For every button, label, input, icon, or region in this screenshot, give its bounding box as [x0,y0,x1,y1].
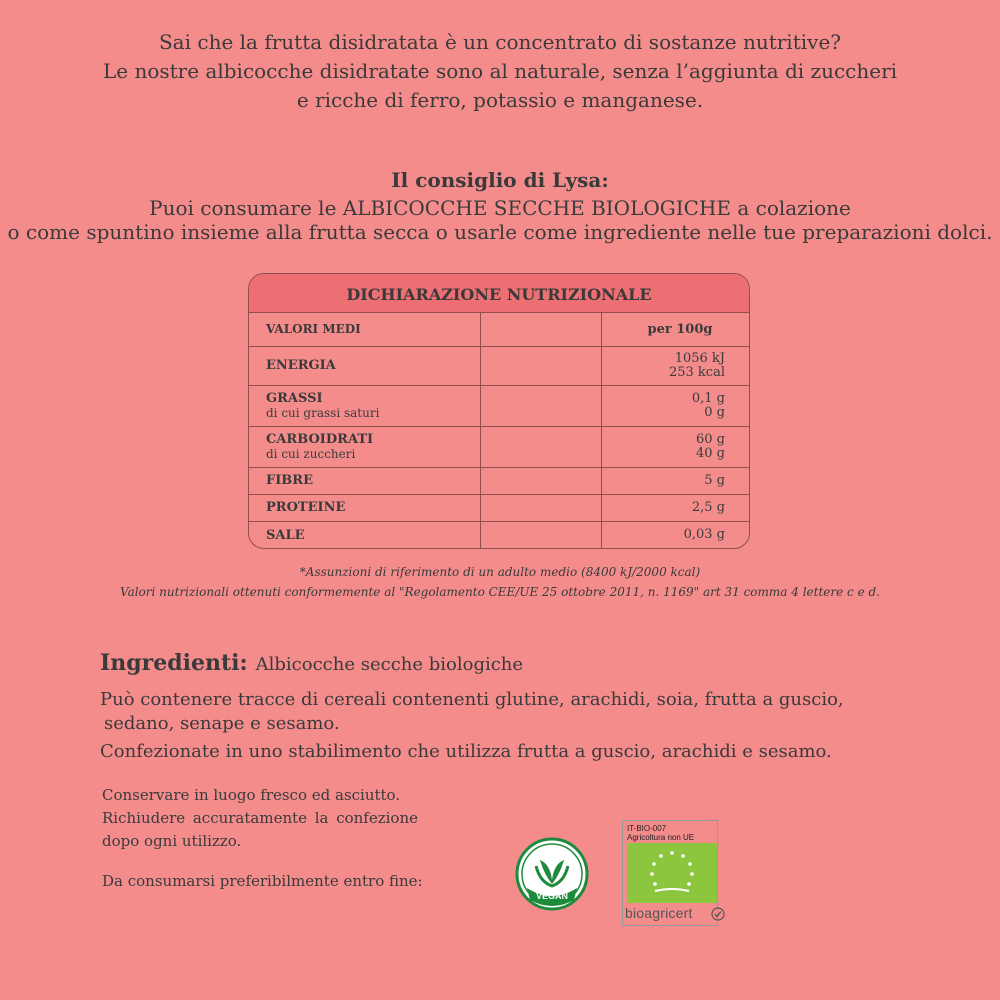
row-label-cell [249,385,481,426]
row-value-cell [602,467,750,494]
row-value: 1056 kJ [674,350,725,366]
tip-title: Il consiglio di Lysa: [391,168,609,192]
empty-cell [481,426,602,467]
row-value: 0 g [704,404,725,420]
row-label: SALE [266,527,305,543]
facility-note: Confezionate in uno stabilimento che utilizza frutta a guscio, arachidi e sesamo. [100,741,832,762]
table-row [249,494,749,521]
empty-cell [481,313,602,346]
row-value-cell [602,521,750,549]
row-value-cell [602,494,750,521]
ingredients [100,650,523,676]
tip-line: o come spuntino insieme alla frutta secca o usarle come ingrediente nelle tue preparazioni dolci. [7,220,993,244]
ingredients-value: Albicocche secche biologiche [255,654,524,675]
row-value-cell [602,426,750,467]
organic-brand: bioagricert [625,905,693,921]
organic-code [627,824,694,842]
allergen-line: Può contenere tracce di cereali contenenti glutine, arachidi, soia, frutta a guscio, [100,689,844,710]
row-value: 253 kcal [668,364,725,380]
storage-line: Richiudere accuratamente la confezione [102,809,418,827]
table-row [249,467,749,494]
organic-origin: Agricoltura non UE [627,833,695,842]
table-row [249,385,749,426]
row-value: 0,1 g [691,390,725,406]
intro-text [0,28,1000,115]
footnote-regulation: Valori nutrizionali ottenuti conformemente al "Regolamento CEE/UE 25 ottobre 2011, n. 1169" art 31 comma 4 lettere c e d. [120,585,880,599]
organic-code-text: IT-BIO-007 [627,824,667,833]
table-row [249,313,749,346]
row-label: ENERGIA [266,358,336,373]
row-value: 2,5 g [691,499,725,515]
row-sublabel: di cui grassi saturi [266,406,380,420]
table-row [249,426,749,467]
footnotes [0,562,1000,602]
best-before: Da consumarsi preferibilmente entro fine: [102,872,423,890]
empty-cell [481,521,602,549]
table-row [249,346,749,385]
intro-line: e ricche di ferro, potassio e manganese. [296,88,704,112]
empty-cell [481,494,602,521]
row-label: GRASSI [266,391,323,406]
intro-line: Sai che la frutta disidratata è un concentrato di sostanze nutritive? [158,30,841,54]
header-value: per 100g [602,313,750,346]
row-value: 40 g [696,445,725,461]
row-label-cell [249,467,481,494]
row-label-cell [249,426,481,467]
vegan-badge-icon [514,836,590,912]
row-sublabel: di cui zuccheri [266,447,356,461]
row-label: PROTEINE [266,500,346,515]
allergen-line: sedano, senape e sesamo. [104,713,340,734]
check-circle-icon [711,907,725,921]
empty-cell [481,346,602,385]
row-label-cell [249,346,481,385]
row-label-cell [249,521,481,549]
intro-line: Le nostre albicocche disidratate sono al naturale, senza l’aggiunta di zuccheri [102,59,898,83]
row-value-cell [602,385,750,426]
storage-instructions [102,784,418,853]
organic-certification [622,820,718,926]
empty-cell [481,385,602,426]
row-value-cell [602,346,750,385]
header-label: VALORI MEDI [266,321,361,336]
row-label: CARBOIDRATI [266,432,374,447]
allergen-info [100,688,844,764]
eu-organic-leaf-icon [627,843,717,903]
nutrition-title: DICHIARAZIONE NUTRIZIONALE [249,274,749,313]
tip-section [0,168,1000,244]
row-label: FIBRE [266,473,314,488]
header-label-cell [249,313,481,346]
table-row [249,521,749,549]
vegan-label: VEGAN [535,891,569,901]
tip-line: Puoi consumare le ALBICOCCHE SECCHE BIOLOGICHE a colazione [149,196,851,220]
row-label-cell [249,494,481,521]
storage-line: Conservare in luogo fresco ed asciutto. [102,786,401,804]
ingredients-title: Ingredienti: [100,650,248,676]
storage-line: dopo ogni utilizzo. [102,832,242,850]
nutrition-grid [249,313,749,549]
nutrition-table [248,273,750,549]
row-value: 60 g [696,431,725,447]
row-value: 0,03 g [683,527,725,543]
row-value: 5 g [704,472,725,488]
footnote-reference: *Assunzioni di riferimento di un adulto medio (8400 kJ/2000 kcal) [299,565,701,579]
empty-cell [481,467,602,494]
